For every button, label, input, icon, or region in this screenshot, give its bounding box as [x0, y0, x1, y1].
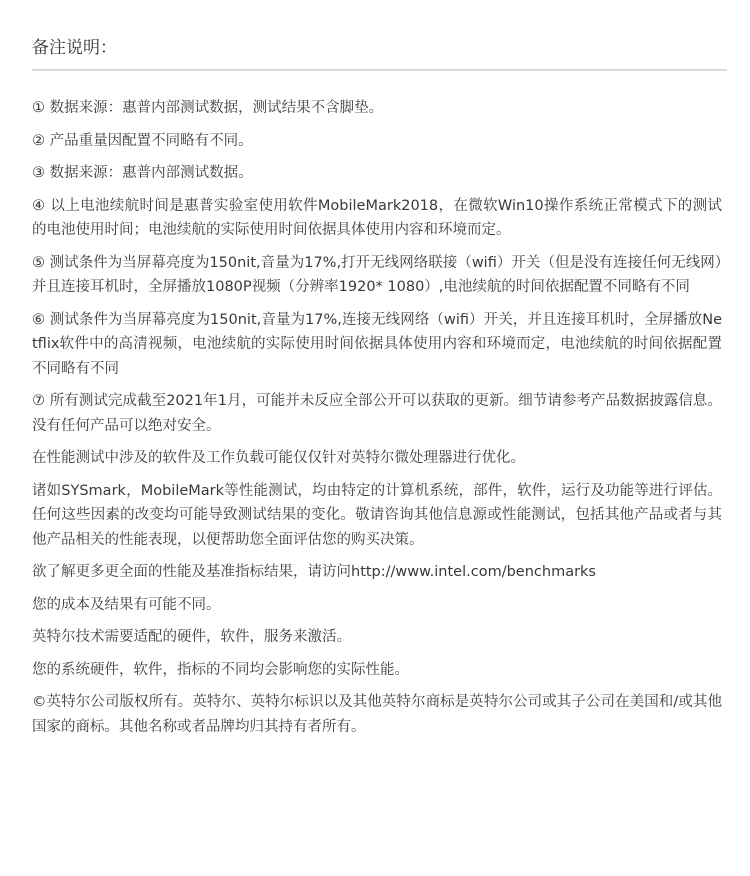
note-copyright: ©英特尔公司版权所有。英特尔、英特尔标识以及其他英特尔商标是英特尔公司或其子公司在美国和/或其他国家的商标。其他名称或者品牌均归其持有者所有。 [32, 694, 722, 735]
section-title: 备注说明： [32, 38, 117, 58]
note-performance-variance: 您的系统硬件，软件，指标的不同均会影响您的实际性能。 [32, 661, 409, 678]
note-7: ⑦ 所有测试完成截至2021年1月，可能并未反应全部公开可以获取的更新。细节请参考产品数据披露信息。没有任何产品可以绝对安全。 [32, 393, 722, 434]
note-benchmark-disclaimer: 诸如SYSmark，MobileMark等性能测试，均由特定的计算机系统，部件，软件，运行及功能等进行评估。任何这些因素的改变均可能导致测试结果的变化。敬请咨询其他信息源或性能测试，包括其他产品或者与其他产品相关的性能表现，以便帮助您全面评估您的购买决策。 [32, 482, 722, 548]
note-cost-results: 您的成本及结果有可能不同。 [32, 596, 221, 613]
notes-list [32, 96, 722, 747]
note-benchmark-link: 欲了解更多更全面的性能及基准指标结果，请访问http://www.intel.com/benchmarks [32, 564, 596, 580]
note-2: ② 产品重量因配置不同略有不同。 [32, 132, 253, 149]
note-3: ③ 数据来源：惠普内部测试数据。 [32, 165, 253, 181]
note-intel-optimization: 在性能测试中涉及的软件及工作负载可能仅仅针对英特尔微处理器进行优化。 [32, 450, 525, 466]
note-5: ⑤ 测试条件为当屏幕亮度为150nit,音量为17%,打开无线网络联接（wifi）开关（但是没有连接任何无线网）并且连接耳机时，全屏播放1080P视频（分辨率1920* 1080）,电池续航的时间依据配置不同略有不同 [32, 254, 722, 295]
note-4: ④ 以上电池续航时间是惠普实验室使用软件MobileMark2018，在微软Win10操作系统正常模式下的测试的电池使用时间；电池续航的实际使用时间依据具体使用内容和环境而定。 [32, 197, 722, 238]
title-divider [32, 69, 727, 71]
note-hardware-requirements: 英特尔技术需要适配的硬件，软件，服务来激活。 [32, 629, 351, 645]
note-1: ① 数据来源：惠普内部测试数据，测试结果不含脚垫。 [32, 100, 384, 116]
note-6: ⑥ 测试条件为当屏幕亮度为150nit,音量为17%,连接无线网络（wifi）开关，并且连接耳机时，全屏播放Netflix软件中的高清视频，电池续航的实际使用时间依据具体使用内容和环境而定，电池续航的时间依据配置不同略有不同 [32, 311, 722, 377]
